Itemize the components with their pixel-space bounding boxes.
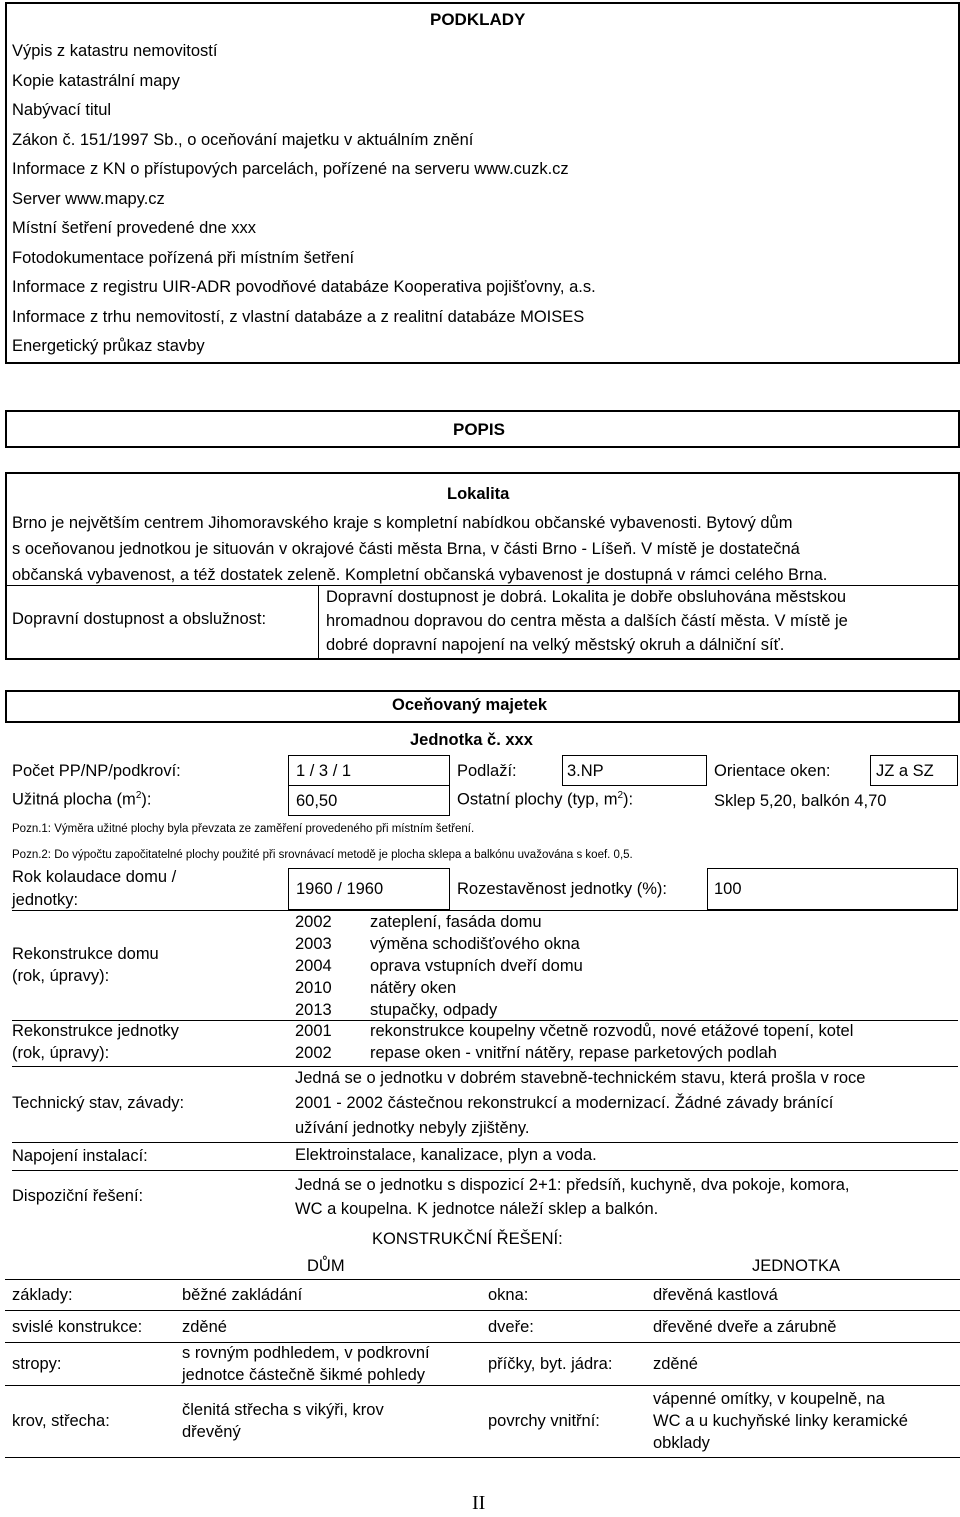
stav-line: 2001 - 2002 částečnou rekonstrukcí a modernizací. Žádné závady bránící xyxy=(295,1094,834,1112)
konstrukce-row-line xyxy=(5,1342,960,1343)
uzitna-plocha-label: Užitná plocha $(m^2)$: xyxy=(12,790,152,809)
konstrukce-value-jednotka: obklady xyxy=(653,1434,710,1452)
ostatni-plochy-label: Ostatní plochy (typ, $m^2$): xyxy=(457,790,634,809)
konstrukce-top-line xyxy=(5,1279,960,1280)
majetek-title: Oceňovaný majetek xyxy=(392,696,547,714)
konstrukce-value-dum: běžné zakládání xyxy=(182,1286,303,1304)
lokalita-title: Lokalita xyxy=(447,485,510,503)
konstrukce-title: KONSTRUKČNÍ ŘEŠENÍ: xyxy=(372,1230,563,1248)
rek-jed-label-1: Rekonstrukce jednotky xyxy=(12,1022,179,1040)
doprava-line: hromadnou dopravou do centra města a dalších částí města. V místě je xyxy=(326,612,848,630)
kolaudace-value: 1960 / 1960 xyxy=(296,880,384,898)
kolaudace-label-1: Rok kolaudace domu / xyxy=(12,868,177,886)
rozestavenost-value-box xyxy=(707,868,958,910)
pocet-label: Počet PP/NP/podkroví: xyxy=(12,762,181,780)
majetek-subtitle: Jednotka č. xxx xyxy=(410,731,533,749)
jednotka-header: JEDNOTKA xyxy=(752,1257,841,1275)
rek-jed-label-2: (rok, úpravy): xyxy=(12,1044,110,1062)
rek-jed-year: 2002 xyxy=(295,1044,332,1062)
uzitna-plocha-value: 60,50 xyxy=(296,792,338,810)
konstrukce-row-line xyxy=(5,1457,960,1458)
konstrukce-value-dum: s rovným podhledem, v podkrovní xyxy=(182,1344,430,1362)
rek-domu-year: 2004 xyxy=(295,957,332,975)
rek-jed-text: repase oken - vnitřní nátěry, repase parketových podlah xyxy=(370,1044,777,1062)
doprava-line: dobré dopravní napojení na velký městský okruh a dálniční síť. xyxy=(326,636,785,654)
konstrukce-label-jednotka: příčky, byt. jádra: xyxy=(488,1355,613,1373)
konstrukce-value-dum: jednotce částečně šikmé pohledy xyxy=(182,1366,426,1384)
podklady-item: Nabývací titul xyxy=(12,101,112,119)
pozn1: Pozn.1: Výměra užitné plochy byla převzata ze zaměření provedeného při místním šetření. xyxy=(12,823,475,835)
konstrukce-label-dum: svislé konstrukce: xyxy=(12,1318,143,1336)
podklady-item: Informace z trhu nemovitostí, z vlastní databáze a z realitní databáze MOISES xyxy=(12,307,585,326)
podklady-item: Zákon č. 151/1997 Sb., o oceňování majetku v aktuálním znění xyxy=(12,130,474,149)
lokalita-line: občanská vybavenost, a též dostatek zeleně. Kompletní občanská vybavenost je dostupná v rámci celého Brna. xyxy=(12,566,828,584)
rek-domu-year: 2013 xyxy=(295,1001,332,1019)
stav-label: Technický stav, závady: xyxy=(12,1094,185,1112)
rek-domu-text: výměna schodišťového okna xyxy=(370,935,580,953)
rek-domu-label-2: (rok, úpravy): xyxy=(12,967,110,985)
podklady-item: Kopie katastrální mapy xyxy=(12,71,180,90)
stav-top-line xyxy=(12,1066,958,1067)
podklady-item: Fotodokumentace pořízená při místním šetření xyxy=(12,248,355,267)
konstrukce-label-jednotka: okna: xyxy=(488,1286,529,1304)
podklady-title: PODKLADY xyxy=(430,10,526,29)
instalace-top-line xyxy=(12,1142,958,1143)
dispozice-label: Dispoziční řešení: xyxy=(12,1187,144,1205)
konstrukce-label-dum: stropy: xyxy=(12,1355,62,1373)
konstrukce-label-dum: základy: xyxy=(12,1286,73,1304)
pozn2: Pozn.2: Do výpočtu započitatelné plochy použité při srovnávací metodě je plocha sklepa a balkónu uvažována s koef. 0,5. xyxy=(12,849,633,861)
lokalita-divider xyxy=(5,585,318,586)
rek-domu-year: 2003 xyxy=(295,935,332,953)
rek-domu-text: nátěry oken xyxy=(370,979,457,997)
dum-header: DŮM xyxy=(307,1257,345,1275)
rek-jed-text: rekonstrukce koupelny včetně rozvodů, nové etážové topení, kotel xyxy=(370,1022,854,1040)
podklady-item: Informace z KN o přístupových parcelách, pořízené na serveru www.cuzk.cz xyxy=(12,160,569,178)
dispozice-line: WC a koupelna. K jednotce náleží sklep a balkón. xyxy=(295,1200,659,1218)
kolaudace-label-2: jednotky: xyxy=(12,891,79,909)
podlazi-value: 3.NP xyxy=(567,762,604,780)
popis-title: POPIS xyxy=(453,420,505,439)
doprava-top-line xyxy=(318,585,958,586)
rek-domu-label-1: Rekonstrukce domu xyxy=(12,945,159,963)
rek-domu-text: zateplení, fasáda domu xyxy=(370,913,542,931)
rek-jed-top-line xyxy=(12,1020,958,1021)
konstrukce-row-line xyxy=(5,1310,960,1311)
ostatni-plochy-value: Sklep 5,20, balkón 4,70 xyxy=(714,792,887,810)
podlazi-label: Podlaží: xyxy=(457,762,517,780)
orientace-value: JZ a SZ xyxy=(876,762,934,780)
rozestavenost-label: Rozestavěnost jednotky (%): xyxy=(457,880,668,898)
konstrukce-value-dum: zděné xyxy=(182,1318,227,1336)
dispozice-top-line xyxy=(12,1170,958,1171)
konstrukce-value-dum: členitá střecha s vikýři, krov xyxy=(182,1401,384,1419)
stav-line: Jedná se o jednotku v dobrém stavebně-technickém stavu, která prošla v roce xyxy=(295,1069,866,1087)
doprava-line: Dopravní dostupnost je dobrá. Lokalita je dobře obsluhována městskou xyxy=(326,588,847,606)
konstrukce-value-jednotka: dřevěná kastlová xyxy=(653,1286,778,1304)
podklady-item: Místní šetření provedené dne xxx xyxy=(12,219,256,237)
stav-line: užívání jednotky nebyly zjištěny. xyxy=(295,1119,530,1137)
pocet-value: 1 / 3 / 1 xyxy=(296,762,352,780)
konstrukce-row-line xyxy=(5,1385,960,1386)
podklady-item: Informace z registru UIR-ADR povodňové databáze Kooperativa pojišťovny, a.s. xyxy=(12,278,596,296)
dispozice-line: Jedná se o jednotku s dispozicí 2+1: předsíň, kuchyně, dva pokoje, komora, xyxy=(295,1176,850,1194)
orientace-label: Orientace oken: xyxy=(714,762,831,780)
konstrukce-value-jednotka: vápenné omítky, v koupelně, na xyxy=(653,1390,885,1408)
konstrukce-value-jednotka: zděné xyxy=(653,1355,698,1373)
konstrukce-value-jednotka: WC a u kuchyňské linky keramické xyxy=(653,1412,908,1430)
konstrukce-label-dum: krov, střecha: xyxy=(12,1412,110,1430)
podklady-item: Výpis z katastru nemovitostí xyxy=(12,42,218,60)
rek-domu-year: 2002 xyxy=(295,913,332,931)
doprava-label: Dopravní dostupnost a obslužnost: xyxy=(12,610,267,628)
lokalita-line: Brno je největším centrem Jihomoravského kraje s kompletní nabídkou občanské vybavenosti. Bytový dům xyxy=(12,514,793,532)
konstrukce-label-jednotka: povrchy vnitřní: xyxy=(488,1412,600,1430)
rek-jed-year: 2001 xyxy=(295,1022,332,1040)
lokalita-line: s oceňovanou jednotkou je situován v okrajové části města Brna, v části Brno - Líšeň. V místě je dostatečná xyxy=(12,540,800,558)
rozestavenost-value: 100 xyxy=(714,880,742,898)
konstrukce-value-dum: dřevěný xyxy=(182,1423,241,1441)
doprava-divider xyxy=(318,585,319,660)
rek-domu-top-line xyxy=(12,910,958,911)
konstrukce-label-jednotka: dveře: xyxy=(488,1318,534,1336)
konstrukce-value-jednotka: dřevěné dveře a zárubně xyxy=(653,1318,837,1336)
rek-domu-text: stupačky, odpady xyxy=(370,1001,498,1019)
instalace-label: Napojení instalací: xyxy=(12,1147,148,1165)
podklady-item: Energetický průkaz stavby xyxy=(12,337,205,355)
rek-domu-text: oprava vstupních dveří domu xyxy=(370,957,583,975)
podklady-item: Server www.mapy.cz xyxy=(12,189,165,208)
rek-domu-year: 2010 xyxy=(295,979,332,997)
instalace-value: Elektroinstalace, kanalizace, plyn a voda. xyxy=(295,1146,597,1164)
page-number: II xyxy=(472,1492,486,1514)
